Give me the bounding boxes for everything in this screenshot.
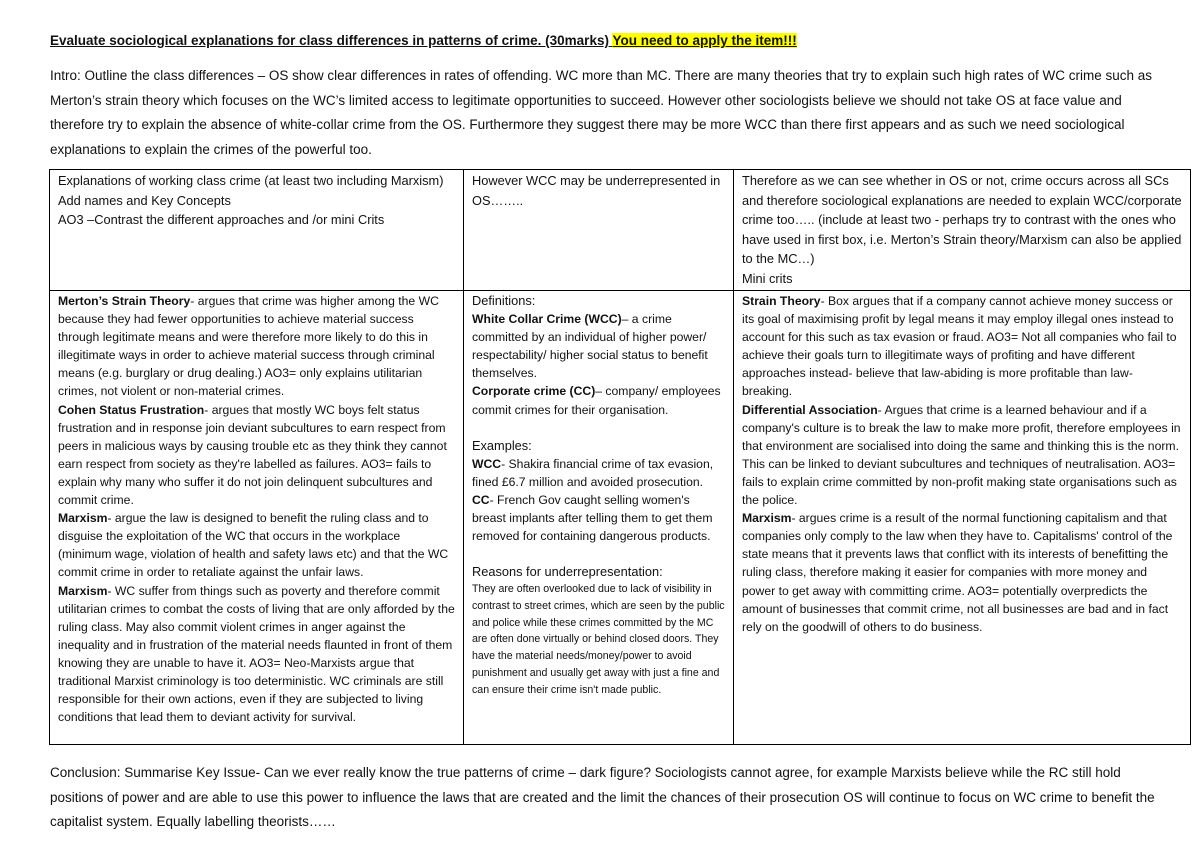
definition-2-text: – company/ employees commit crimes for their organisation. (472, 384, 721, 417)
wc-explanations-cell (50, 291, 464, 745)
definition-2 (472, 382, 725, 418)
wcc-point-2-text: - Argues that crime is a learned behaviour and if a company's culture is to break the law to make more profit, therefore employees in that environment are socialised into doing the same and thinking this is the norm. This can be linked to deviant subcultures and techniques of neutralisation. AO3= fails to explain crime committed by non-profit making state organisations such as the police. (742, 402, 1181, 508)
wc-point-4-text: - WC suffer from things such as poverty and therefore commit utilitarian crimes to combat the costs of living that are only afforded by the ruling class. May also commit violent crimes in anger against the inequality and in frustration of the material needs flaunted in front of them knowing they are unable to have it. AO3= Neo-Marxists argue that traditional Marxist criminology is too deterministic. WC criminals are still responsible for their own actions, even if they are subjected to living conditions that lead them to deviant activity for survival. (58, 583, 455, 725)
wc-point-2-text: - argues that mostly WC boys felt status frustration and in response join deviant subcultures to earn respect from peers in malicious ways by causing trouble etc as they think they cannot earn respect from society as they're labelled as failures. AO3= fails to explain why many who suffer it do not join delinquent subcultures and commit crime. (58, 402, 447, 508)
essay-title (50, 33, 797, 48)
reasons-heading: Reasons for underrepresentation: (472, 564, 663, 580)
wc-point-1-lead: Merton’s Strain Theory (58, 294, 191, 308)
header-col-2 (464, 170, 734, 291)
wcc-point-1-text: - Box argues that if a company cannot achieve money success or its goal of maximising profit by legal means it may employ illegal ones instead to account for this such as tax evasion or fraud. AO3= Not all companies who fail to achieve their goals turn to illegitimate ways of profiting and have different approaches instead- believe that law-abiding is more profitable than law-breaking. (742, 294, 1177, 399)
examples-heading: Examples: (472, 437, 532, 453)
wcc-point-3-text: - argues crime is a result of the normal functioning capitalism and that companies only comply to the law when they have to. Capitalisms' control of the state means that it prevents laws that conflict with its interests of benefitting the ruling class, therefore making it easier for companies with more money and power to get away with committing crime. AO3= potentially overpredicts the amount of businesses that commit crime, not all businesses are bad and in fact rely on the goodwill of others to do business. (742, 511, 1173, 634)
wcc-point-3 (742, 509, 1182, 636)
essay-plan-table (49, 169, 1191, 745)
example-2 (472, 491, 725, 545)
intro-paragraph: Intro: Outline the class differences – OS show clear differences in rates of offending. WC more than MC. There are many theories that try to explain such high rates of WC crime such as Merton’s strain theory which focuses on the WC’s limited access to legitimate opportunities to succeed. However other sociologists believe we should not take OS at face value and therefore try to explain the absence of white-collar crime from the OS. Furthermore they suggest there may be more WCC than there first appears and as such we need sociological explanations to explain the crimes of the powerful too. (50, 68, 1153, 157)
wc-point-2-lead: Cohen Status Frustration (58, 402, 205, 417)
header-row (50, 170, 1191, 291)
wc-point-2 (58, 401, 455, 510)
wcc-point-1-lead: Strain Theory (742, 294, 821, 308)
conclusion-paragraph: Conclusion: Summarise Key Issue- Can we ever really know the true patterns of crime – dark figure? Sociologists cannot agree, for example Marxists believe while the RC still hold positions of power and are able to use this power to influence the laws that are created and the limit the chances of their prosecution OS will continue to focus on WC crime to benefit the capitalist system. Equally labelling theorists…… (50, 765, 1155, 829)
wcc-point-2-lead: Differential Association (742, 402, 878, 417)
header-col-2-text: However WCC may be underrepresented in OS…….. (472, 173, 721, 208)
title-text: Evaluate sociological explanations for class differences in patterns of crime. (30marks) (50, 33, 613, 48)
spacer (472, 545, 725, 563)
wcc-point-1 (742, 292, 1182, 401)
wc-point-3-text: - argue the law is designed to benefit the ruling class and to disguise the exploitation of the WC that occurs in the workplace (minimum wage, violation of health and safety laws etc) and that the WC commit crime in order to retaliate against the unfair laws. (58, 511, 449, 580)
definitions-heading: Definitions: (472, 293, 536, 308)
wc-point-1 (58, 292, 455, 401)
header-col-1-text: Explanations of working class crime (at least two including Marxism) Add names and Key Concepts AO3 –Contrast the different approaches and /or mini Crits (58, 173, 444, 227)
wcc-explanations-cell (734, 291, 1191, 745)
definition-2-lead: Corporate crime (CC) (472, 384, 596, 399)
example-1 (472, 455, 725, 491)
definition-1-text: – a crime committed by an individual of higher power/ respectability/ higher social status to benefit themselves. (472, 312, 708, 381)
wc-point-4-lead: Marxism (58, 583, 108, 598)
wc-point-3 (58, 509, 455, 581)
wc-point-3-lead: Marxism (58, 511, 108, 526)
header-col-3-text: Therefore as we can see whether in OS or not, crime occurs across all SCs and therefore sociological explanations are needed to explain WCC/corporate crime too….. (include at least two - perhaps try to contrast with the ones who have used in first box, i.e. Merton’s Strain theory/Marxism can also be applied to the MC…) Mini crits (742, 173, 1182, 286)
header-col-3 (734, 170, 1191, 291)
definition-1 (472, 310, 725, 382)
wcc-underrepresentation-cell (464, 291, 734, 745)
content-row (50, 291, 1191, 745)
reasons-text: They are often overlooked due to lack of visibility in contrast to street crimes, which are seen by the public and police while these crimes committed by the MC are often done virtually or behind closed doors. They have the material needs/money/power to avoid punishment and usually get away with just a fine and can ensure their crime isn't made public. (472, 583, 725, 696)
spacer (472, 419, 725, 437)
definition-1-lead: White Collar Crime (WCC) (472, 312, 622, 327)
example-2-text: - French Gov caught selling women's breast implants after telling them to get them removed for containing dangerous products. (472, 492, 713, 544)
header-col-1 (50, 170, 464, 291)
example-1-text: - Shakira financial crime of tax evasion, fined £6.7 million and avoided prosecution. (472, 456, 714, 489)
wcc-point-3-lead: Marxism (742, 511, 792, 526)
example-2-lead: CC (472, 492, 490, 507)
wcc-point-2 (742, 401, 1182, 510)
wc-point-1-text: - argues that crime was higher among the WC because they had fewer opportunities to achieve material success through legitimate means and were therefore more likely to do this in illegitimate ways in order to achieve material success through criminal means (e.g. burglary or drug dealing.) AO3= only explains utilitarian crimes, not violent or non-material crimes. (58, 294, 439, 399)
wc-point-4 (58, 582, 455, 727)
example-1-lead: WCC (472, 456, 502, 471)
title-highlight: You need to apply the item!!! (612, 33, 797, 48)
